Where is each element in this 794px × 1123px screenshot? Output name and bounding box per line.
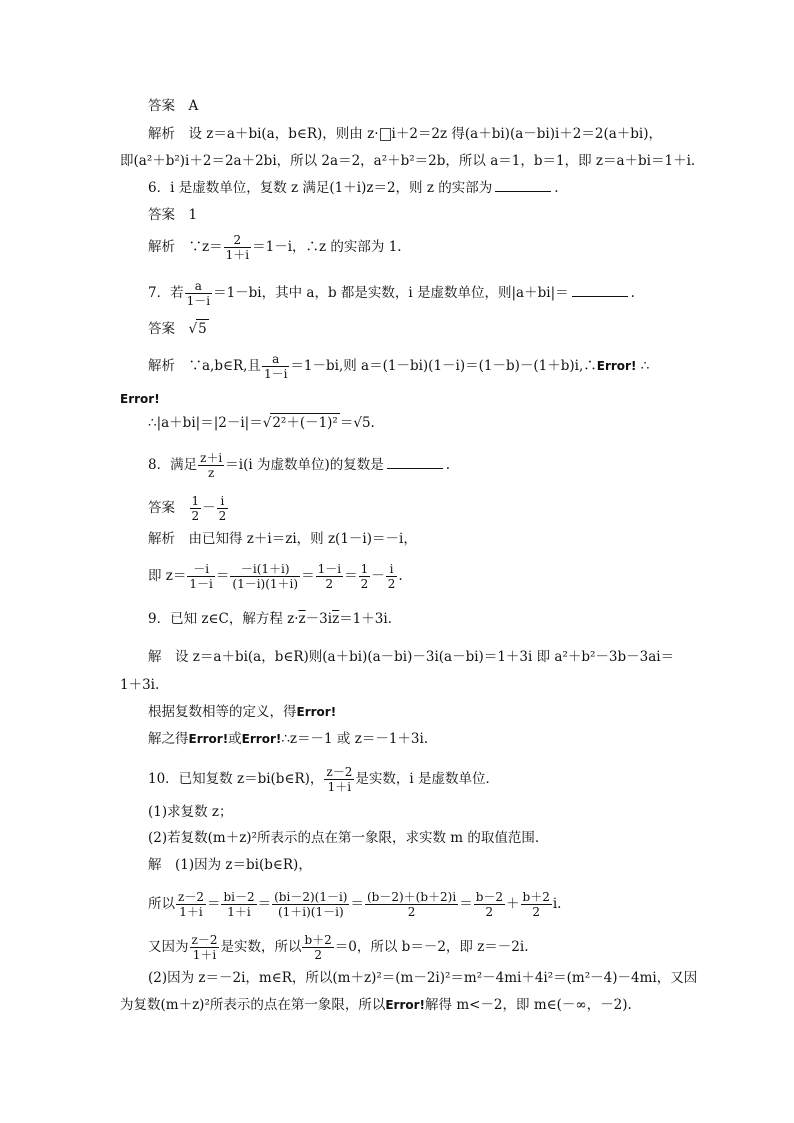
conjugate-z: $\overline{z}$ [332,611,340,627]
analysis-7-line2 [120,390,160,408]
answer-blank [495,179,551,192]
fraction: $\frac{b+2}{2}$ [304,933,332,962]
analysis-8-line2: 即 z＝ $\frac{-i}{1-i}$ ＝ $\frac{-i(1+i)}{(1-i)(1+i)}$ ＝ $\frac{1-i}{2}$ ＝ $\frac{1}{2}$ － $\frac{i}{2}$ . [148,562,403,591]
answer-8: 答案 $\frac{1}{2}$ － $\frac{i}{2}$ [148,494,227,523]
fraction: $\frac{(b-2)+(b+2)i}{2}$ [366,890,457,919]
fraction: $\frac{z-2}{1+i}$ [178,890,204,919]
error-marker: Error! [120,392,160,406]
solution-9-line4: 解之得Error!或Error!∴z＝－1 或 z＝－1＋3i. [148,731,429,747]
error-marker: Error! [385,998,426,1012]
fraction: $\frac{1-i}{2}$ [317,562,342,591]
solution-10-line5: 为复数(m＋z)²所表示的点在第一象限，所以Error!解得 m<－2，即 m∈(－∞，－2). [120,997,632,1013]
fraction: $\frac{i}{2}$ [387,562,396,591]
fraction: $\frac{1}{2}$ [191,494,200,523]
solution-10-line4: (2)因为 z＝－2i，m∈R，所以(m＋z)²＝(m－2i)²＝m²－4mi＋4i²＝(m²－4)－4mi，又因 [148,970,698,986]
analysis-5-line2: 即(a²＋b²)i＋2＝2a＋2bi，所以 2a＝2，a²＋b²＝2b，所以 a＝1，b＝1，即 z＝a＋bi＝1＋i. [120,153,696,169]
solution-10-line2: 所以 $\frac{z-2}{1+i}$ ＝ $\frac{bi-2}{1+i}$ ＝ $\frac{(bi-2)(1-i)}{(1+i)(1-i)}$ ＝ $\frac{(b-2)+(b+2)i}{2}$ ＝ $\frac{b-2}{2}$ ＋ $\frac{b+2}{2}$ i. [148,890,562,919]
error-marker: Error! [296,705,337,719]
solution-9-line3: 根据复数相等的定义，得Error! [148,704,337,720]
fraction: $\frac{z-2}{1+i}$ [326,765,353,794]
fraction: $\frac{i}{2}$ [218,494,227,523]
fraction: $\frac{b-2}{2}$ [475,890,504,919]
analysis-6: 解析 ∵z＝ $\frac{2}{1+i}$ ＝1－i，∴z 的实部为 1. [148,233,402,262]
error-marker: Error! [188,732,229,746]
question-7: 7．若 $\frac{a}{1-i}$ ＝1－bi，其中 a，b 都是实数，i 是虚数单位，则|a＋bi|＝ . [148,279,635,308]
solution-10-line3: 又因为 $\frac{z-2}{1+i}$ 是实数，所以 $\frac{b+2}{2}$ ＝0，所以 b＝－2，即 z＝－2i. [148,933,529,962]
missing-glyph-box [380,128,391,141]
answer-5-text: 答案 A [148,98,199,114]
question-10-part1: (1)求复数 z； [148,804,233,820]
fraction: $\frac{-i(1+i)}{(1-i)(1+i)}$ [232,562,299,591]
solution-9-line1: 解 设 z＝a＋bi(a，b∈R)则(a＋bi)(a－bi)－3i(a－bi)＝1＋3i 即 a²＋b²－3b－3ai＝ [148,649,675,665]
solution-10-line1: 解 (1)因为 z＝bi(b∈R)， [148,857,312,873]
fraction: $\frac{1}{2}$ [360,562,369,591]
analysis-5-line1: 解析 设 z＝a＋bi(a，b∈R)，则由 z· i＋2＝2z 得(a＋bi)(a－bi)i＋2＝2(a＋bi)， [148,126,663,142]
answer-7: 答案 √5 [148,321,207,337]
question-8: 8．满足 $\frac{z+i}{z}$ ＝i(i 为虚数单位)的复数是 . [148,451,451,480]
fraction: $\frac{-i}{1-i}$ [189,562,213,591]
answer-5 [148,97,198,115]
analysis-7-line3: ∴|a＋bi|＝|2－i|＝√2²＋(－1)² ＝√5. [148,415,375,431]
fraction: $\frac{b+2}{2}$ [522,890,550,919]
fraction: $\frac{bi-2}{1+i}$ [223,890,255,919]
answer-blank [572,284,628,297]
error-marker: Error! [596,359,637,373]
question-9: 9．已知 z∈C，解方程 $z\cdot\overline{z}-3i\overline{z}=1+3i$. [148,611,392,627]
question-10: 10．已知复数 z＝bi(b∈R)， $\frac{z-2}{1+i}$ 是实数，i 是虚数单位． [148,765,499,794]
conjugate-z: $\overline{z}$ [298,611,306,627]
fraction: $\frac{a}{1-i}$ [186,279,211,308]
question-6: 6．i 是虚数单位，复数 z 满足(1＋i)z＝2，则 z 的实部为 . [148,180,559,196]
analysis-8-line1: 解析 由已知得 z＋i＝zi，则 z(1－i)＝－i， [148,531,417,547]
fraction: $\frac{2}{1+i}$ [225,233,250,262]
fraction: $\frac{(bi-2)(1-i)}{(1+i)(1-i)}$ [274,890,348,919]
error-marker: Error! [241,732,282,746]
answer-6: 答案 1 [148,207,198,223]
answer-blank [387,456,443,469]
analysis-7-line1: 解析 ∵a,b∈R,且 $\frac{a}{1-i}$ ＝1－bi,则 a＝(1－bi)(1－i)＝(1－b)－(1＋b)i,∴Error! ∴ [148,352,650,381]
question-10-part2: (2)若复数(m＋z)²所表示的点在第一象限，求实数 m 的取值范围． [148,830,549,846]
fraction: $\frac{z-2}{1+i}$ [191,933,218,962]
fraction: $\frac{z+i}{z}$ [200,451,223,480]
fraction: $\frac{a}{1-i}$ [263,352,288,381]
solution-9-line2: 1＋3i. [120,677,160,693]
